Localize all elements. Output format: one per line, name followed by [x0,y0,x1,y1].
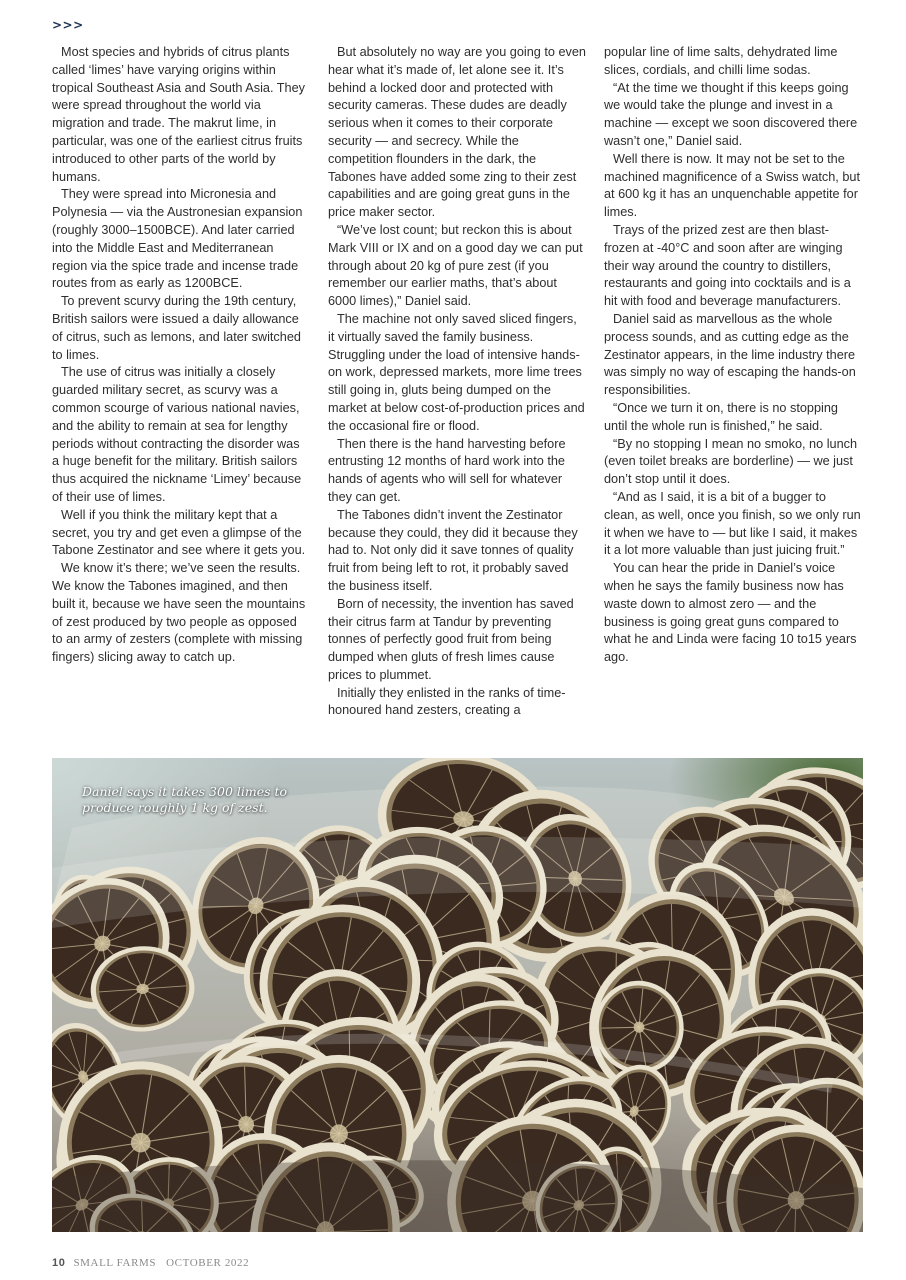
article-paragraph: “By no stopping I mean no smoko, no lunch (even toilet breaks are borderline) — we just don’t stop until it does. [604,436,858,487]
article-paragraph: The use of citrus was initially a closely guarded military secret, as scurvy was a common scourge of various national navies, and the ability to remain at sea for lengthy periods without contracting the disorder was a huge benefit for the military. British sailors thus acquired the nickname ‘Limey’ because of their use of limes. [52,365,302,504]
article-paragraph: Well there is now. It may not be set to the machined magnificence of a Swiss watch, but at 600 kg it has an unquenchable appetite for limes. [604,151,860,220]
article-paragraph: Trays of the prized zest are then blast-frozen at -40°C and soon after are winging their way around the country to distillers, restaurants and going into cocktails and is a hit with food and beverage manufacturers. [604,222,851,309]
article-column-2 [328,44,586,744]
article-paragraph: Then there is the hand harvesting before entrusting 12 months of hard work into the hands of agents who will sell for whatever they can get. [328,436,566,504]
article-paragraph: The machine not only saved sliced fingers, it virtually saved the family business. Struggling under the load of intensive hands-on work, depressed markets, more lime trees still going in, gluts being dumped on the market at below cost-of-production prices and the occasional fire or flood. [328,311,585,433]
article-paragraph: “Once we turn it on, there is no stopping until the whole run is finished,” he said. [604,400,838,433]
article-paragraph: popular line of lime salts, dehydrated lime slices, cordials, and chilli lime sodas. [604,45,838,77]
section-chevrons: >>> [52,18,84,32]
article-paragraph: You can hear the pride in Daniel’s voice when he says the family business now has waste down to almost zero — and the business is going great guns compared to what he and Linda were facing 10 to15 years ago. [604,561,857,665]
lime-slices-photo [52,758,863,1232]
article-paragraph: The Tabones didn’t invent the Zestinator because they could, they did it because they had to. Not only did it save tonnes of quality fruit from being left to rot, it probably saved the business itself. [328,507,578,593]
article-paragraph: “And as I said, it is a bit of a bugger to clean, as well, once you finish, so we only run it when we have to — but like I said, it makes it a lot more valuable than just juicing fruit.” [604,489,861,558]
article-paragraph: Initially they enlisted in the ranks of time-honoured hand zesters, creating a [328,685,566,718]
page-footer [52,1257,249,1269]
article-column-1 [52,44,310,744]
article-paragraph: They were spread into Micronesia and Polynesia — via the Austronesian expansion (roughly 3000–1500BCE). And later carried into the Middle East and Mediterranean region via the spice trade and incense trade routes from as early as 1200BCE. [52,187,303,291]
article-paragraph: Daniel said as marvellous as the whole process sounds, and as cutting edge as the Zestinator appears, in the lime industry there was simply no way of escaping the hands-on responsibilities. [604,311,856,398]
dried-lime-slices-illustration [52,758,863,1232]
article-paragraph: Well if you think the military kept that a secret, you try and get even a glimpse of the Tabone Zestinator and see where it gets you. [52,507,306,558]
article-body [52,44,865,744]
magazine-name: SMALL FARMS [73,1257,157,1269]
article-paragraph: “We’ve lost count; but reckon this is about Mark VIII or IX and on a good day we can put through about 20 kg of pure zest (if you remember our earlier maths, that’s about 6000 limes),” Daniel said. [328,222,583,309]
caption-line-2: produce roughly 1 kg of zest. [82,800,268,815]
article-paragraph: But absolutely no way are you going to even hear what it’s made of, let alone see it. It’s behind a locked door and protected with security cameras. These dudes are deadly serious when it comes to their corporate security — and secrecy. While the competition flounders in the dark, the Tabones have added some zing to their zest capabilities and are going great guns in the price maker sector. [328,45,586,220]
article-paragraph: We know it’s there; we’ve seen the results. We know the Tabones imagined, and then built it, because we have seen the mountains of zest produced by two people as opposed to an army of zesters (complete with missing fingers) slicing away to catch up. [52,561,306,665]
article-paragraph: Most species and hybrids of citrus plants called ‘limes’ have varying origins within tropical Southeast Asia and South Asia. They were spread throughout the world via migration and trade. The makrut lime, in particular, was one of the earliest citrus fruits introduced to other parts of the world by humans. [52,45,305,184]
article-paragraph: To prevent scurvy during the 19th century, British sailors were issued a daily allowance of citrus, such as lemons, and later switched to limes. [52,294,301,362]
article-paragraph: Born of necessity, the invention has saved their citrus farm at Tandur by preventing tonnes of perfectly good fruit from being dumped when gluts of fresh limes cause prices to plummet. [328,596,574,682]
page-number: 10 [52,1257,66,1269]
issue-date: OCTOBER 2022 [166,1257,250,1269]
photo-caption [82,784,287,816]
article-paragraph: “At the time we thought if this keeps going we would take the plunge and invest in a machine — except we soon discovered there wasn’t one,” Daniel said. [604,80,858,148]
caption-line-1: Daniel says it takes 300 limes to [82,784,288,799]
article-column-3 [604,44,862,744]
